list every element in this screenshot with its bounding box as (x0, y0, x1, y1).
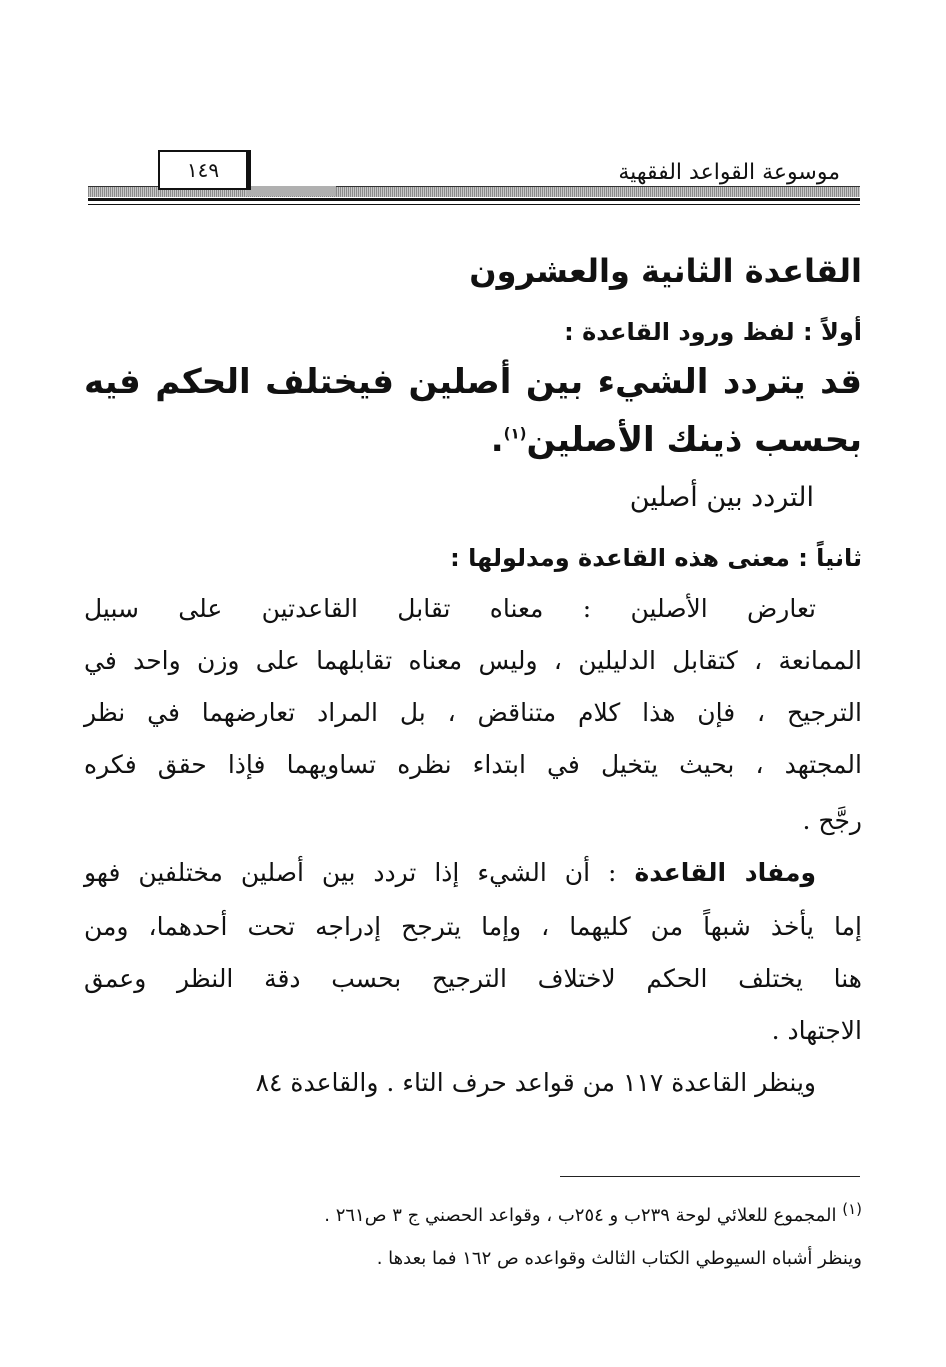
header-rule-line-thin (88, 204, 860, 205)
header-rule-band-dark (246, 186, 336, 196)
para2-line4: الاجتهاد . (771, 1016, 862, 1045)
short-form: التردد بين أصلين (629, 482, 814, 513)
para2-line2: إما يأخذ شبهاً من كليهما ، وإما يترجح إدراجه تحت أحدهما، ومن (84, 912, 862, 941)
footnote-line2: وينظر أشباه السيوطي الكتاب الثالث وقواعده ص ١٦٢ فما بعدها . (376, 1248, 862, 1269)
rule-heading: القاعدة الثانية والعشرون (469, 252, 862, 290)
footnote-separator (560, 1176, 860, 1177)
footnote-ref: (١) (503, 424, 527, 443)
footnote-line1-text: المجموع للعلائي لوحة ٢٣٩ب و ٢٥٤ب ، وقواعد الحصني ج ٣ ص٢٦١ . (324, 1205, 837, 1226)
para1-line3: الترجيح ، فإن هذا كلام متناقض ، بل المراد تعارضهما في نظر (84, 698, 862, 727)
rule-text-line1: قد يتردد الشيء بين أصلين فيختلف الحكم فيه (84, 362, 862, 402)
para1-line1: تعارض الأصلين : معناه تقابل القاعدتين على سبيل (84, 594, 816, 623)
rule-text-line2-main: بحسب ذينك الأصلين (526, 420, 862, 460)
rule-text-end: . (490, 420, 504, 460)
section2-label: ثانياً : معنى هذه القاعدة ومدلولها : (450, 544, 862, 572)
para2-line3: هنا يختلف الحكم لاختلاف الترجيح بحسب دقة النظر وعمق (84, 964, 862, 993)
para1-line5: رجَّح . (802, 806, 862, 835)
section1-label: أولاً : لفظ ورود القاعدة : (564, 318, 862, 346)
para3: وينظر القاعدة ١١٧ من قواعد حرف التاء . والقاعدة ٨٤ (255, 1068, 816, 1097)
rule-text-line2 (491, 420, 862, 460)
para2-line1 (84, 858, 816, 887)
page-number: ١٤٩ (158, 150, 251, 190)
para2-label: ومفاد القاعدة (634, 858, 817, 887)
footnote-line1 (324, 1200, 862, 1226)
para1-line2: الممانعة ، كتقابل الدليلين ، وليس معناه تقابلهما على وزن واحد في (84, 646, 862, 675)
page-header (88, 150, 860, 212)
header-rule-line (88, 198, 860, 201)
footnote-marker: (١) (842, 1200, 862, 1218)
book-title: موسوعة القواعد الفقهية (618, 160, 840, 185)
para1-line4: المجتهد ، بحيث يتخيل في ابتداء نظره تساويهما فإذا حقق فكره (84, 750, 862, 779)
para2-line1-rest: : أن الشيء إذا تردد بين أصلين مختلفين فهو (84, 858, 617, 887)
